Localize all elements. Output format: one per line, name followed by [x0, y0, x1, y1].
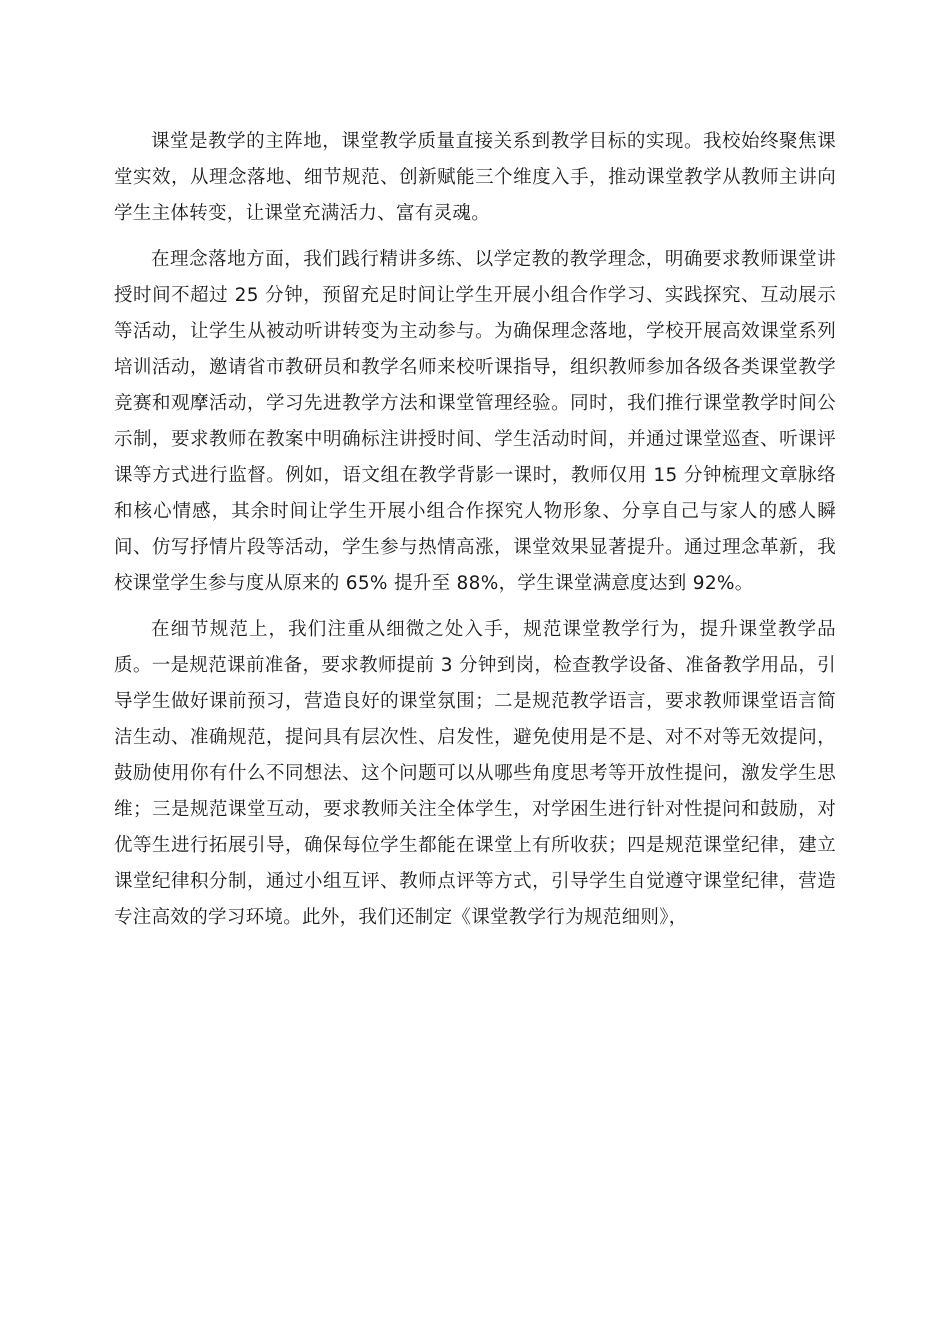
- paragraph-detail: 在细节规范上，我们注重从细微之处入手，规范课堂教学行为，提升课堂教学品质。一是规范课前准备，要求教师提前 3 分钟到岗，检查教学设备、准备教学用品，引导学生做好课前预习，营造良好的课堂氛围；二是规范教学语言，要求教师课堂语言简洁生动、准确规范，提问具有层次性、启发性，避免使用是不是、对不对等无效提问，鼓励使用你有什么不同想法、这个问题可以从哪些角度思考等开放性提问，激发学生思维；三是规范课堂互动，要求教师关注全体学生，对学困生进行针对性提问和鼓励，对优等生进行拓展引导，确保每位学生都能在课堂上有所收获；四是规范课堂纪律，建立课堂纪律积分制，通过小组互评、教师点评等方式，引导学生自觉遵守课堂纪律，营造专注高效的学习环境。此外，我们还制定《课堂教学行为规范细则》，: [114, 619, 836, 928]
- paragraph-concept: 在理念落地方面，我们践行精讲多练、以学定教的教学理念，明确要求教师课堂讲授时间不超过 25 分钟，预留充足时间让学生开展小组合作学习、实践探究、互动展示等活动，让学生从被动听讲转变为主动参与。为确保理念落地，学校开展高效课堂系列培训活动，邀请省市教研员和教学名师来校听课指导，组织教师参加各级各类课堂教学竞赛和观摩活动，学习先进教学方法和课堂管理经验。同时，我们推行课堂教学时间公示制，要求教师在教案中明确标注讲授时间、学生活动时间，并通过课堂巡查、听课评课等方式进行监督。例如，语文组在教学背影一课时，教师仅用 15 分钟梳理文章脉络和核心情感，其余时间让学生开展小组合作探究人物形象、分享自己与家人的感人瞬间、仿写抒情片段等活动，学生参与热情高涨，课堂效果显著提升。通过理念革新，我校课堂学生参与度从原来的 65% 提升至 88%，学生课堂满意度达到 92%。: [114, 249, 836, 594]
- document-body: [114, 124, 836, 946]
- paragraph-intro: 课堂是教学的主阵地，课堂教学质量直接关系到教学目标的实现。我校始终聚焦课堂实效，从理念落地、细节规范、创新赋能三个维度入手，推动课堂教学从教师主讲向学生主体转变，让课堂充满活力、富有灵魂。: [114, 131, 836, 224]
